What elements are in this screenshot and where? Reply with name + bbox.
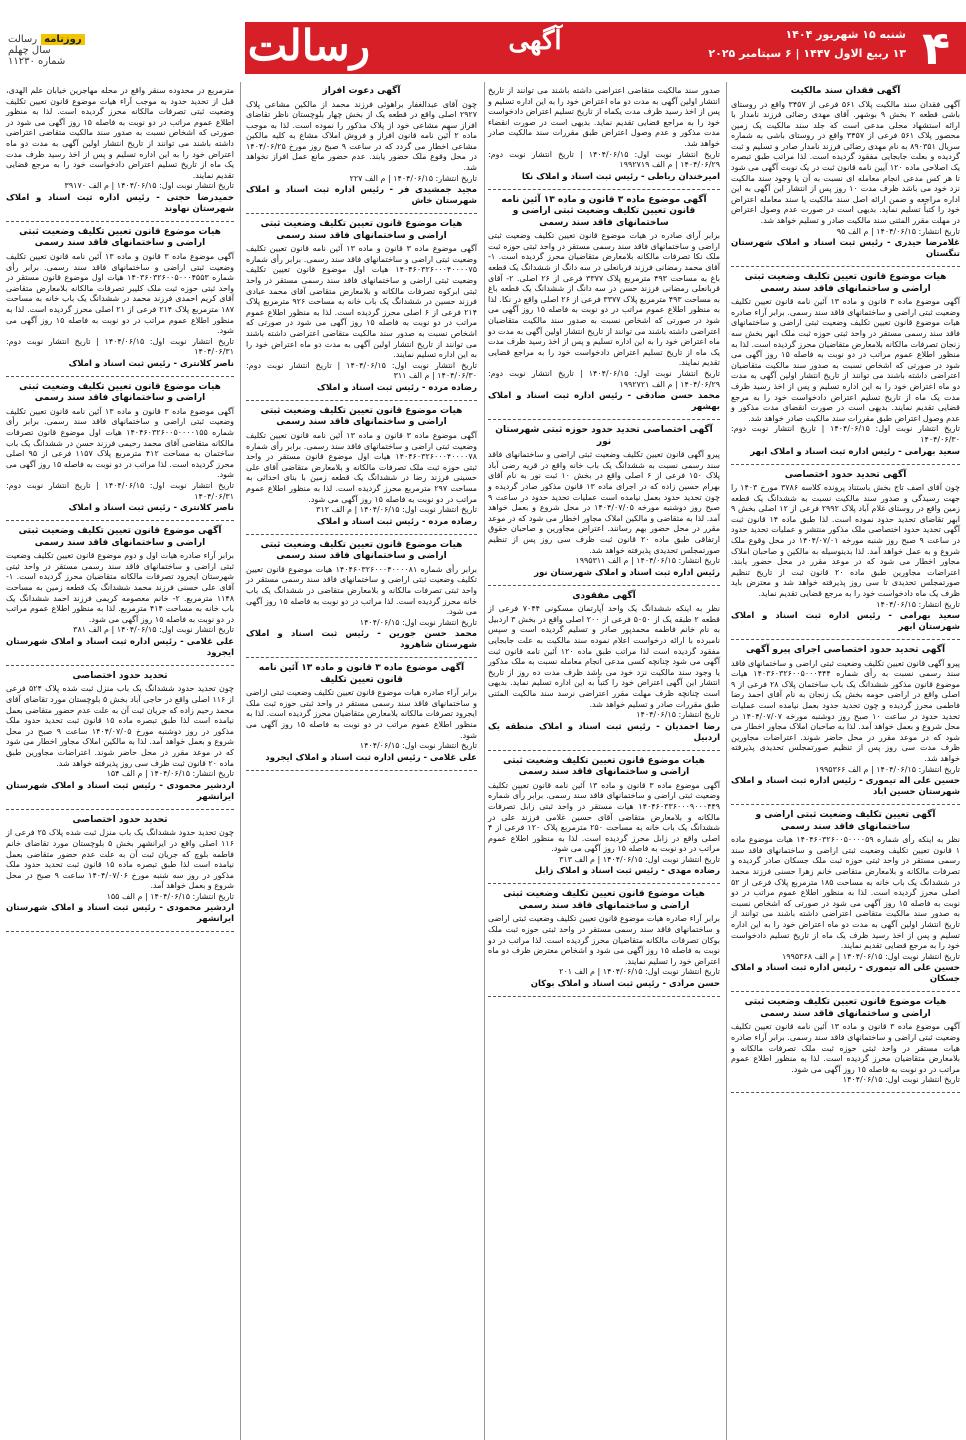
ad-separator [246, 534, 477, 535]
ad-meta: تاریخ انتشار: ۱۴۰۴/۰۶/۱۵ | م الف ۱۹۹۵۳۱۱ [575, 556, 720, 566]
ad-separator [731, 804, 960, 805]
ad-signer: سعید بهرامی - رئیس اداره ثبت اسناد و املاک ابهر [750, 446, 960, 457]
ad-body: برابر آراء صادره هیات موضوع قانون تعیین تکلیف وضعیت ثبتی اراضی و ساختمانهای فاقد سند رسمی مستقر در واحد ثبتی حوزه ثبت ملک بوکان تصرفات مالکانه متقاضیان محرز گردیده است. لذا مراتب در دو نوبت به فاصله ۱۵ روز آگهی می شود و اشخاص معترض ظرف دو ماه اعتراض خود را تسلیم نمایند. [488, 914, 720, 966]
ad-block [731, 470, 960, 634]
ad-meta: تاریخ انتشار نوبت اول: ۱۴۰۴/۰۶/۱۵ | تاریخ انتشار نوبت دوم: ۱۴۰۴/۰۶/۳۱ [6, 481, 234, 501]
date-line-1: شنبه ۱۵ شهریور ۱۴۰۴ [785, 28, 906, 41]
ad-meta: تاریخ انتشار نوبت اول: ۱۴۰۴/۰۶/۱۵ | تاریخ انتشار نوبت دوم: ۱۴۰۴/۰۶/۲۹ | م الف ۱۹۹۲۷۲۱ [488, 368, 720, 389]
ad-title: آگهی موضوع ماده ۳ قانون و ماده ۱۳ آئین نامه قانون تعیین تکلیف [258, 663, 465, 685]
date-line-2: ۱۳ ربیع الاول ۱۴۴۷ | ۶ سپتامبر ۲۰۲۵ [708, 47, 906, 60]
ad-signer: رضاده مهدی - رئیس ثبت اسناد و املاک زابل [534, 866, 720, 877]
brand-label: روزنامه [41, 34, 85, 45]
ad-title: آگهی اختصاصی تحدید حدود حوزه ثبتی شهرستان نور [495, 425, 713, 447]
ad-meta: تاریخ انتشار نوبت اول: ۱۴۰۴/۰۶/۱۵ [359, 617, 477, 627]
ad-title: آگهی مفقودی [572, 590, 636, 601]
column-divider [240, 82, 241, 1440]
ad-separator [6, 221, 234, 222]
ad-block [488, 889, 720, 990]
ad-block [731, 272, 960, 457]
ad-meta: تاریخ انتشار نوبت اول: ۱۴۰۴/۰۶/۱۵ | م الف ۳۹۱۷۰ [64, 181, 234, 191]
ad-signer: رضاده مرده - رئیس ثبت اسناد و املاک [317, 516, 477, 527]
ad-block [6, 526, 234, 659]
ad-title: هیات موضوع قانون تعیین تکلیف وضعیت ثبتی اراضی و ساختمانهای فاقد سند رسمی [19, 381, 221, 404]
ad-signer: سعید بهرامی - رئیس اداره ثبت اسناد و املاک شهرستان ابهر [731, 611, 960, 633]
ad-block [6, 671, 234, 803]
ad-title: آگهی تحدید حدود اختصاصی اجرای پیرو آگهی [745, 645, 946, 656]
ad-signer: اردشیر محمودی - رئیس ثبت اسناد و املاک شهرستان ایرانشهر [6, 780, 234, 802]
ad-body: برابر آراء صادره هیات موضوع قانون تعیین تکلیف وضعیت ثبتی اراضی و ساختمانهای فاقد سند رسمی مستقر در واحد ثبتی حوزه ثبت ملک ایجرود تصرفات مالکانه بلامعارض متقاضیان محرز گردیده است. لذا به منظور اطلاع عموم مراتب در دو نوبت به فاصله ۱۵ روز آگهی می شود. [246, 688, 477, 740]
ad-body: چون تحدید حدود ششدانگ یک باب منزل ثبت شده پلاک ۵۲۴ فرعی از ۱۱۶ اصلی واقع در حاجی آباد بخش ۵ بلوچستان مورد تقاضای آقای محمد رحیم زاده که جریان ثبت آن به علت عدم حضور متقاضی بعمل نیامده است لذا طبق تبصره ماده ۱۵ قانون ثبت تحدید حدود ملک مذکور در روز دوشنبه مورخ ۱۴۰۴/۰۷/۰۵ ساعت ۹ صبح در محل شروع و بعمل خواهد آمد. لذا به مالکین املاک مجاور اخطار می شود که در موعد مقرر در محل حاضر شوند. اعتراضات مجاورین طبق ماده ۲۰ قانون ثبت ظرف سی روز پذیرفته خواهد شد. [6, 684, 235, 768]
ad-block [488, 591, 720, 744]
issue-info [8, 34, 148, 67]
ad-block [731, 645, 960, 798]
ad-body: برابر آراء صادره هیات اول و دوم موضوع قانون تعیین تکلیف وضعیت ثبتی اراضی و ساختمانهای فاقد سند رسمی مستقر در واحد ثبتی شهرستان ایجرود تصرفات مالکانه متقاضیان محرز گردیده است. ۱- آقای علی حسنی فرزند محمد ششدانگ یک قطعه زمین به مساحت ۱۱۴۸ مترمربع. ۲- خانم معصومه کریمی فرزند احمد ششدانگ یک باب خانه به مساحت ۴۱۴ مترمربع. لذا به منظور اطلاع عموم مراتب در دو نوبت به فاصله ۱۵ روز آگهی می شود. [6, 551, 234, 624]
ad-title: آگهی تحدید حدود اختصاصی [784, 469, 907, 480]
ad-meta: تاریخ انتشار نوبت اول: ۱۴۰۴/۰۶/۱۵ | تاریخ انتشار نوبت دوم: ۱۴۰۴/۰۶/۲۹ | م الف ۱۹۹۲۷۱۹ [488, 149, 720, 170]
ad-body: صدور سند مالکیت متقاضی اعتراضی داشته باشند می توانند از تاریخ انتشار اولین آگهی به مدت دو ماه اعتراض خود را به این اداره تسلیم و پس از اخذ رسید ظرف مدت یکماه از تاریخ تسلیم اعتراض دادخواست خود را به مراجع قضایی تقدیم نماید. بدیهی است در صورت انقضاء مدت مذکور و عدم وصول اعتراض طبق مقررات سند مالکیت صادر خواهد شد. [488, 86, 720, 148]
ad-signer: غلامرضا حیدری - رئیس ثبت اسناد و املاک شهرستان تنگستان [731, 238, 960, 260]
ad-meta: تاریخ انتشار: ۱۴۰۴/۰۶/۱۵ [876, 599, 960, 609]
ad-separator [488, 750, 720, 751]
column-3 [244, 82, 479, 1440]
page-number: ۴ [921, 21, 951, 75]
ad-title: هیات موضوع قانون تعیین تکلیف وضعیت ثبتی اراضی و ساختمانهای فاقد سند رسمی [503, 889, 705, 911]
ad-signer: رضاده مرده - رئیس ثبت اسناد و املاک [317, 382, 477, 393]
ad-block [731, 997, 960, 1086]
ad-body: آگهی موضوع ماده ۳ قانون و ماده ۱۳ آئین نامه قانون تعیین تکلیف وضعیت ثبتی اراضی و ساختمانهای فاقد سند رسمی. برابر رأی شماره ۱۴۰۴۶۰۳۲۶۰۰۰۴۰۰۰۰۷۵ هیات اول موضوع قانون تعیین تکلیف وضعیت ثبتی اراضی و ساختمانهای فاقد سند رسمی مستقر در واحد ثبتی ابرکوه تصرفات مالکانه و بلامعارض متقاضی آقای محمد عبادی فرزند حسین در ششدانگ یک باب خانه به مساحت ۹۲۶ مترمربع پلاک ۲۱۴ فرعی از ۶ اصلی محرز گردیده است. لذا به منظور اطلاع عموم مراتب در دو نوبت به فاصله ۱۵ روز آگهی می شود در صورتی که اشخاص نسبت به صدور سند مالکیت متقاضی اعتراضی داشته باشند می توانند از تاریخ انتشار اولین آگهی به مدت دو ماه اعتراض خود را به این اداره تسلیم نمایند. [246, 244, 477, 360]
ad-meta: تاریخ انتشار نوبت اول: ۱۴۰۴/۰۶/۱۵ [359, 741, 477, 751]
issue-label: شماره ۱۱۲۳۰ [8, 56, 66, 67]
section-title: آگهی [508, 26, 562, 56]
ad-separator [6, 376, 234, 377]
ad-title: هیات موضوع قانون تعیین تکلیف وضعیت ثبتی اراضی و ساختمانهای فاقد سند رسمی [260, 405, 463, 428]
column-divider [726, 82, 727, 1440]
ad-body: چون آقای عبدالغفار براهوئی فرزند محمد از مالکین مشاعی پلاک ۲۹۲۷ اصلی واقع در قطعه یک از بخش چهار بلوچستان ناظر تقاضای افراز سهم مشاعی خود از پلاک مذکور را نموده است. لذا به موجب ماده ۲ آئین نامه قانون افراز و فروش املاک مشاع به کلیه مالکین مشاعی اخطار می گردد که در ساعت ۹ صبح روز مورخ ۱۴۰۴/۰۶/۲۵ در محل وقوع ملک حضور یابند. عدم حضور مانع عمل افراز نخواهد شد. [246, 99, 478, 173]
ad-separator [6, 809, 234, 810]
ad-title: آگهی فقدان سند مالکیت [790, 86, 901, 96]
ad-meta: تاریخ انتشار نوبت اول: ۱۴۰۴/۰۶/۱۵ | تاریخ انتشار نوبت دوم: ۱۴۰۴/۰۶/۳۰ [731, 424, 960, 444]
ad-meta: تاریخ انتشار: ۱۴۰۴/۰۶/۱۵ [636, 710, 720, 720]
ad-meta: تاریخ انتشار نوبت اول: ۱۴۰۴/۰۶/۱۵ | م الف ۱۹۹۵۳۶۸ [781, 951, 960, 961]
ad-body: نظر به اینکه رأی شماره ۱۴۰۴۶۰۳۲۶۰۰۵۰۰۰۰۵۹ هیات موضوع ماده ۱ قانون تعیین تکلیف وضعیت ثبتی اراضی و ساختمانهای فاقد سند رسمی مستقر در واحد ثبتی حوزه ثبت ملک جسکان صادر گردیده و تصرفات مالکانه و بلامعارض متقاضی خانم زهرا حسنی فرزند محمد در ششدانگ یک باب خانه به مساحت ۱۸۵ مترمربع پلاک فرعی از ۵۲ اصلی محرز گردیده است. لذا به منظور اطلاع عموم مراتب در دو نوبت به فاصله ۱۵ روز آگهی می شود در صورتی که اشخاص نسبت به صدور سند مالکیت متقاضی اعتراضی داشته باشند می توانند از تاریخ انتشار اولین آگهی به مدت دو ماه اعتراض خود را به این اداره تسلیم و پس از اخذ رسید ظرف یک ماه از تاریخ تسلیم دادخواست خود را به مرجع قضایی تقدیم نمایند. [731, 835, 961, 951]
ad-signer: حسن مرادی - رئیس ثبت اسناد و املاک بوکان [530, 979, 720, 990]
ad-signer: علی غلامی - رئیس اداره ثبت اسناد و املاک شهرستان ایجرود [6, 636, 234, 658]
ad-meta: تاریخ انتشار نوبت اول: ۱۴۰۴/۰۶/۱۵ | م الف ۲۰۱ [559, 967, 720, 977]
ad-meta: تاریخ انتشار: ۱۴۰۴/۰۶/۱۵ | م الف ۲۲۷ [349, 173, 477, 183]
ad-body: چون آقای اصف تاج بخش باستناد پرونده کلاسه ۳۷۸۶ مورخ ۱۴۰۳ را جهت رسیدگی و صدور سند مالکیت نسبت به ششدانگ یک قطعه زمین واقع در روستای غلام آباد پلاک ۲۹۹۲ فرعی از ۱۲ اصلی بخش ۹ ابهر تقاضای تحدید حدود نموده است. لذا طبق ماده ۱۴ قانون ثبت آگهی تحدید حدود اختصاصی ملک مذکور منتشر و عملیات تحدید حدود در ساعت ۹ صبح روز شنبه مورخه ۱۴۰۴/۰۷/۰۱ در محل وقوع ملک شروع و به عمل خواهد آمد. لذا بدینوسیله به مالکین و صاحبان املاک مجاور اخطار می شود که در موعد مقرر در محل حضور یابند. اعتراضات مجاورین طبق ماده ۲۰ قانون ثبت از تاریخ تنظیم صورتمجلس تحدیدی تا سی روز پذیرفته خواهد شد و معترض باید ظرف یک ماه دادخواست خود را به مرجع قضایی تقدیم نماید. [731, 483, 961, 598]
ad-separator [488, 419, 720, 420]
column-2 [486, 82, 722, 1440]
ad-title: هیات موضوع قانون تعیین تکلیف وضعیت ثبتی اراضی و ساختمانهای فاقد سند رسمی [19, 226, 221, 249]
ad-title: هیات موضوع قانون تعیین تکلیف وضعیت ثبتی اراضی و ساختمانهای فاقد سند رسمی [503, 755, 705, 778]
page-header [0, 0, 966, 82]
ad-separator [488, 883, 720, 884]
ad-title: هیات موضوع قانون تعیین تکلیف وضعیت ثبتی اراضی و ساختمانهای فاقد سند رسمی [744, 272, 947, 294]
ad-signer: حسین علی اله تیموری - رئیس اداره ثبت اسناد و املاک جسکان [731, 963, 960, 985]
ad-title: تحدید حدود اختصاصی [72, 814, 168, 825]
ad-title: تحدید حدود اختصاصی [72, 670, 168, 681]
ad-body: آگهی موضوع ماده ۳ قانون و ماده ۱۳ آئین نامه قانون تعیین تکلیف وضعیت ثبتی اراضی و ساختمانهای فاقد سند رسمی. برابر رأی شماره ۱۴۰۴۶۰۳۳۶۰۰۰۹۰۰۰۴۴۹ هیات مستقر در واحد ثبتی زابل تصرفات مالکانه و بلامعارض متقاضی آقای حسین غلامی فرزند علی در ششدانگ یک باب خانه به مساحت ۲۵۰ مترمربع پلاک ۱۲۰ فرعی از ۴ اصلی واقع در زابل محرز گردیده است. لذا به منظور اطلاع عموم مراتب در دو نوبت به فاصله ۱۵ روز آگهی می شود. [488, 780, 721, 854]
ad-title: آگهی تعیین تکلیف وضعیت ثبتی اراضی و ساختمانهای فاقد سند رسمی [755, 810, 936, 832]
ad-separator [6, 931, 234, 932]
ad-signer: حمیدرضا حجتی - رئیس اداره ثبت اسناد و املاک شهرستان نهاوند [6, 192, 234, 214]
ad-body: نظر به اینکه ششدانگ یک واحد آپارتمان مسکونی ۷۰۴۴ فرعی از قطعه ۲ طبقه یک از ۵۰۵۰ فرعی از ۲۰۰ اصلی واقع در بخش ۳ اردبیل به نام خانم فاطمه محمدپور صادر و تسلیم گردیده است و سپس نامبرده با ارائه درخواست اعلام نموده سند مالکیت به علت جابجایی مفقود گردیده است لذا مراتب طبق ماده ۱۲۰ آئین نامه قانون ثبت آگهی می شود چنانچه کسی مدعی انجام معامله نسبت به ملک مذکور یا وجود سند مالکیت نزد خود می باشد ظرف مدت ده روز از تاریخ انتشار این آگهی اعتراض خود را کتباً به این اداره تسلیم نماید. بدیهی است چنانچه ظرف مهلت مقرر اعتراضی نرسد سند مالکیت المثنی طبق مقررات صادر و تسلیم خواهد شد. [488, 604, 721, 709]
ad-signer: اردشیر محمودی - رئیس ثبت اسناد و املاک شهرستان ایرانشهر [6, 903, 234, 925]
ad-block [6, 815, 234, 926]
ad-block [246, 219, 477, 394]
ad-body: پیرو آگهی قانون تعیین تکلیف وضعیت ثبتی اراضی و ساختمانهای فاقد سند رسمی نسبت به ششدانگ یک باب خانه واقع در قریه رضی آباد پلاک ۱۵۰ فرعی از ۶ اصلی واقع در بخش ۱۰ ثبت نور به نام آقای بهرام حسین زاده که در اجرای ماده ۱۳ قانون مذکور صادر گردیده و چون تحدید حدود بعمل نیامده است عملیات تحدید حدود در ساعت ۹ صبح روز دوشنبه مورخه ۱۴۰۴/۰۷/۰۵ در محل شروع و بعمل خواهد آمد. لذا به متقاضی و مالکین املاک مجاور اخطار می شود که در موعد مقرر در محل حضور بهم رسانند. اعتراض مجاورین و صاحبان حقوق ارتفاقی طبق ماده ۲۰ قانون ثبت ظرف سی روز پس از تنظیم صورتمجلس تحدیدی پذیرفته خواهد شد. [488, 450, 721, 555]
ad-meta: تاریخ انتشار نوبت اول: ۱۴۰۴/۰۶/۱۵ | م الف ۳۸۱ [73, 625, 234, 635]
ad-block [246, 663, 477, 764]
ad-separator [731, 991, 960, 992]
ad-separator [246, 657, 477, 658]
ad-meta: تاریخ انتشار: ۱۴۰۴/۰۶/۱۵ | م الف ۹۵ [836, 226, 960, 236]
ad-body: آگهی موضوع ماده ۳ قانون و ماده ۱۳ آئین نامه قانون تعیین تکلیف وضعیت ثبتی اراضی و ساختمانهای فاقد سند رسمی. برابر آراء صادره هیات موضوع قانون تعیین تکلیف وضعیت ثبتی اراضی و ساختمانهای فاقد سند رسمی مستقر در واحد ثبتی حوزه ثبت ملک ابهر بخش سه زنجان تصرفات مالکانه بلامعارض متقاضیان محرز گردیده است. لذا به منظور اطلاع عموم مراتب در دو نوبت به فاصله ۱۵ روز آگهی می شود در صورتی که اشخاص نسبت به صدور سند مالکیت متقاضیان اعتراضی داشته باشند می توانند از تاریخ انتشار اولین آگهی به مدت دو ماه اعتراض خود را به این اداره تسلیم و پس از اخذ رسید ظرف مدت یک ماه از تاریخ تسلیم اعتراض دادخواست خود را به مرجع قضایی تقدیم نمایند. بدیهی است در صورت انقضای مدت مذکور و عدم وصول اعتراض طبق مقررات سند مالکیت صادر خواهد شد. [730, 297, 961, 423]
ad-meta: تاریخ انتشار نوبت اول: ۱۴۰۴/۰۶/۱۵ | تاریخ انتشار نوبت دوم: ۱۴۰۴/۰۶/۳۱ [6, 336, 234, 357]
ad-title: آگهی دعوت افراز [322, 86, 401, 96]
ad-signer: محمد حسن جورین - رئیس ثبت اسناد و املاک شهرستان شاهرود [246, 629, 477, 651]
ad-block [246, 540, 477, 652]
ads-columns [0, 82, 966, 1440]
column-4 [4, 82, 236, 1440]
ad-meta: تاریخ انتشار نوبت اول: ۱۴۰۴/۰۶/۱۵ [842, 1075, 960, 1085]
ad-signer: مجید جمشیدی فر - رئیس اداره ثبت اسناد و املاک شهرستان خاش [246, 185, 477, 207]
ad-block [246, 86, 477, 207]
ad-signer: ناصر کلانتری - رئیس ثبت اسناد و املاک [68, 358, 234, 369]
ad-title: هیات موضوع قانون تعیین تکلیف وضعیت ثبتی اراضی و ساختمانهای فاقد سند رسمی [260, 219, 463, 241]
ad-title: آگهی موضوع قانون تعیین تکلیف وضعیت ثبتی اراضی و ساختمانهای فاقد سند رسمی [18, 526, 222, 548]
ad-body: آگهی موضوع ماده ۳ قانون و ماده ۱۳ آئین نامه قانون تعیین تکلیف وضعیت ثبتی اراضی و ساختمانهای فاقد سند رسمی. برابر رأی شماره ۱۴۰۳۶۰۳۲۶۰۰۵۰۰۰۴۵۵۳ هیات اول موضوع قانون مستقر در واحد ثبتی حوزه ثبت ملک کلیبر تصرفات مالکانه بلامعارض متقاضی آقای کریم احمدی فرزند محمد در ششدانگ یک باب خانه به مساحت ۱۸۷ مترمربع پلاک ۲۱۴ فرعی از ۲۱ اصلی محرز گردیده است. لذا به منظور اطلاع عموم مراتب در دو نوبت به فاصله ۱۵ روز آگهی می شود. [6, 251, 235, 336]
ad-separator [488, 585, 720, 586]
ad-block [6, 382, 234, 514]
ad-block [488, 756, 720, 878]
ad-body: آگهی موضوع ماده ۳ قانون و ماده ۱۳ آئین نامه قانون تعیین تکلیف وضعیت ثبتی اراضی و ساختمانهای فاقد سند رسمی. برابر رأی شماره ۱۴۰۴۶۰۳۲۶۰۰۰۴۰۰۰۰۷۸ هیات اول موضوع قانون مستقر در واحد ثبتی حوزه ثبت ملک تصرفات مالکانه و بلامعارض متقاضی آقای علی حسینی فرزند رضا در ششدانگ یک قطعه زمین با بنای احداثی به مساحت ۲۹۷ مترمربع محرز گردیده است. لذا به منظور اطلاع عموم مراتب در دو نوبت به فاصله ۱۵ روز آگهی می شود. [246, 430, 478, 504]
ad-body: آگهی موضوع ماده ۳ قانون و ماده ۱۳ آئین نامه قانون تعیین تکلیف وضعیت ثبتی اراضی و ساختمانهای فاقد سند رسمی. برابر آراء صادره هیات مستقر در واحد ثبتی حوزه ثبت ملک تصرفات مالکانه و بلامعارض متقاضیان محرز گردیده است. لذا به منظور اطلاع عموم مراتب در دو نوبت به فاصله ۱۵ روز آگهی می شود. [731, 1022, 961, 1074]
ad-meta: تاریخ انتشار نوبت اول: ۱۴۰۴/۰۶/۱۵ | م الف ۳۱۲ [316, 505, 477, 515]
column-1 [729, 82, 962, 1440]
ad-separator [731, 639, 960, 640]
ad-signer: حسین علی اله تیموری - رئیس اداره ثبت اسناد و املاک شهرستان حسین اباد [731, 776, 960, 798]
ad-title: هیات موضوع قانون تعیین تکلیف وضعیت ثبتی اراضی و ساختمانهای فاقد سند رسمی [260, 539, 463, 562]
ad-meta: تاریخ انتشار نوبت اول: ۱۴۰۴/۰۶/۱۵ | م الف ۳۱۳ [559, 854, 720, 864]
ad-separator [731, 1092, 960, 1093]
ad-block [6, 86, 234, 215]
ad-title: هیات موضوع قانون تعیین تکلیف وضعیت ثبتی اراضی و ساختمانهای فاقد سند رسمی [744, 997, 947, 1019]
ad-signer: ناصر کلانتری - رئیس ثبت اسناد و املاک [68, 503, 234, 514]
ad-body: آگهی فقدان سند مالکیت پلاک ۵۶۱ فرعی از ۳۴۵۷ واقع در روستای باشی قطعه ۲ بخش ۹ بوشهر. آقای مهدی رضائی فرزند نامدار با ارائه استشهاد محلی مدعی است که جلد سند مالکیت یک زمین محصور پلاک ۵۶۱ فرعی از ۳۴۵۷ واقع در روستای باشی به شماره سریال ۸۹۰۳۵۱ به نام مهدی رضائی فرزند نامدار صادر و تسلیم و ثبت گردیده و بعلت جابجایی مفقود گردیده است. لذا مراتب طبق تبصره یک اصلاحی ماده ۱۲۰ آیین نامه قانون ثبت در یک نوبت آگهی می شود تا هر کس مدعی انجام معامله ای نسبت به آن یا وجود سند مالکیت نزد خود می باشد ظرف مدت ۱۰ روز پس از انتشار این آگهی به این اداره مراجعه و ضمن ارائه اصل سند مالکیت یا سند معامله اعتراض خود را کتباً تسلیم نماید. بدیهی است در صورت عدم وصول اعتراض در مهلت مقرر المثنی سند مالکیت صادر و تسلیم خواهد شد. [731, 99, 961, 226]
ad-block [731, 810, 960, 985]
ad-block [488, 195, 720, 413]
ad-block [6, 227, 234, 370]
ad-signer: محمد حسن صادقی - رئیس اداره ثبت اسناد و املاک بهشهر [488, 391, 720, 413]
ad-signer: رضا احمدیان - رئیس ثبت اسناد و املاک منطقه یک اردبیل [488, 721, 720, 743]
ad-separator [6, 665, 234, 666]
ad-separator [488, 189, 720, 190]
ad-body: مترمربع در محدوده سنقر واقع در محله مهاجرین خیابان علم الهدی، قبل از تحدید حدود به موجب آراء هیات موضوع قانون تعیین تکلیف وضعیت ثبتی تصرفات مالکانه محرز گردیده است. لذا به منظور اطلاع عموم مراتب در دو نوبت به فاصله ۱۵ روز آگهی می شود در صورتی که اشخاص نسبت به صدور سند مالکیت متقاضی اعتراضی داشته باشند می توانند از تاریخ انتشار اولین آگهی به مدت دو ماه اعتراض خود را به این اداره تسلیم و پس از اخذ رسید ظرف مدت یک ماه از تاریخ تسلیم اعتراض دادخواست خود را به مرجع قضایی تقدیم نمایند. [6, 86, 234, 180]
ad-separator [246, 213, 477, 214]
ad-signer: امیرخندان رباطی - رئیس ثبت اسناد و املاک نکا [521, 171, 720, 182]
ad-body: آگهی موضوع ماده ۳ قانون و ماده ۱۳ آئین نامه قانون تعیین تکلیف وضعیت ثبتی اراضی و ساختمانهای فاقد سند رسمی. برابر رأی شماره ۱۴۰۴۶۰۳۲۶۰۰۵۰۰۰۰۱۵۵ هیات اول موضوع قانون تصرفات مالکانه متقاضی آقای محمد رحیمی فرزند حسن در ششدانگ یک باب ساختمان به مساحت ۴۱۲ مترمربع پلاک ۱۱۵۷ فرعی از ۹۵ اصلی محرز گردیده است. لذا مراتب در دو نوبت به فاصله ۱۵ روز آگهی می شود. [6, 406, 235, 480]
ad-signer: رئیس اداره ثبت اسناد و املاک شهرستان نور [534, 567, 720, 578]
ad-title: آگهی موضوع ماده ۳ قانون و ماده ۱۳ آئین نامه قانون تعیین تکلیف وضعیت ثبتی اراضی و ساختمانهای فاقد سند رسمی [501, 194, 707, 228]
ad-block [488, 425, 720, 579]
ad-meta: تاریخ انتشار: ۱۴۰۴/۰۶/۱۵ | م الف ۱۵۴ [106, 769, 234, 779]
ad-signer: علی غلامی - رئیس اداره ثبت اسناد و املاک ایجرود [265, 752, 477, 763]
ad-block [488, 86, 720, 183]
ad-separator [731, 266, 960, 267]
ad-separator [246, 770, 477, 771]
ad-body: چون تحدید حدود ششدانگ یک باب منزل ثبت شده پلاک ۲۵ فرعی از ۱۱۶ اصلی واقع در ایرانشهر بخش ۵ بلوچستان مورد تقاضای خانم فاطمه بلوچ که جریان ثبت آن به علت عدم حضور متقاضی بعمل نیامده است لذا طبق تبصره ماده ۱۵ قانون ثبت تحدید حدود ملک مذکور در روز سه شنبه مورخ ۱۴۰۴/۰۷/۰۶ ساعت ۹ صبح در محل شروع و بعمل خواهد آمد. [6, 828, 235, 891]
ad-meta: تاریخ انتشار: ۱۴۰۴/۰۶/۱۵ | م الف ۱۹۹۵۳۶۶ [815, 764, 960, 774]
ad-block [246, 406, 477, 528]
ad-block [731, 86, 960, 260]
ad-body: پیرو آگهی قانون تعیین تکلیف وضعیت ثبتی اراضی و ساختمانهای فاقد سند رسمی نسبت به رأی شماره ۱۴۰۳۶۰۳۲۶۰۰۵۰۰۰۴۴۴ هیات موضوع قانون مذکور ششدانگ یک باب ساختمان پلاک ۲۸ فرعی از ۹ اصلی واقع در اراضی حومه بخش یک زنجان به نام آقای احمد رضا فاطمی محرز گردیده و چون تحدید حدود بعمل نیامده است عملیات تحدید حدود در ساعت ۱۰ صبح روز دوشنبه مورخه ۱۴۰۴/۰۷/۰۷ در محل شروع و بعمل خواهد آمد. لذا به صاحبان املاک مجاور اخطار می شود که در موعد مقرر در محل حاضر شوند. اعتراضات مجاورین ظرف مدت سی روز پس از تنظیم صورتمجلس تحدیدی پذیرفته خواهد شد. [731, 658, 961, 763]
newspaper-logo: رسالت [247, 21, 370, 70]
column-divider [484, 82, 485, 1440]
ad-body: برابر رأی شماره ۱۴۰۴۶۰۳۲۶۰۰۰۴۰۰۰۰۸۱ هیات موضوع قانون تعیین تکلیف وضعیت ثبتی اراضی و ساختمانهای فاقد سند رسمی مستقر در واحد ثبتی تصرفات مالکانه و بلامعارض متقاضی در ششدانگ یک باب خانه محرز گردیده است. لذا مراتب در دو نوبت به فاصله ۱۵ روز آگهی می شود. [246, 564, 477, 617]
ad-separator [731, 464, 960, 465]
brand-name: رسالت [8, 34, 38, 45]
ad-separator [6, 520, 234, 521]
ad-separator [246, 400, 477, 401]
ad-separator [488, 996, 720, 997]
ad-body: برابر آرای صادره در هیات موضوع قانون تعیین تکلیف وضعیت ثبتی اراضی و ساختمانهای فاقد سند رسمی مستقر در واحد ثبتی حوزه ثبت ملک نکا تصرفات مالکانه بلامعارض متقاضیان محرز گردیده است. ۱- آقای محمد رمضانی فرزند قربانعلی در سه دانگ از ششدانگ یک قطعه باغ به مساحت ۴۹۳ مترمربع پلاک ۳۳۷۷ فرعی از ۲۶ اصلی. ۲- آقای قربانعلی رمضانی فرزند حسن در سه دانگ از ششدانگ یک قطعه باغ به مساحت ۴۹۳ مترمربع پلاک ۳۳۷۷ فرعی از ۲۶ اصلی واقع در نکا. لذا به منظور اطلاع عموم مراتب در دو نوبت به فاصله ۱۵ روز آگهی می شود در صورتی که اشخاص نسبت به صدور سند مالکیت متقاضیان اعتراضی داشته باشند می توانند از تاریخ انتشار اولین آگهی به مدت دو ماه اعتراض خود را به این اداره تسلیم و پس از اخذ رسید ظرف مدت یک ماه از تاریخ تسلیم اعتراض دادخواست خود را به مراجع قضایی تقدیم نمایند. [488, 231, 720, 368]
ad-meta: تاریخ انتشار: ۱۴۰۴/۰۶/۱۵ | م الف ۱۵۵ [106, 891, 234, 901]
ad-meta: تاریخ انتشار نوبت اول: ۱۴۰۴/۰۶/۱۵ | تاریخ انتشار نوبت دوم: ۱۴۰۴/۰۶/۳۰ | م الف ۳۱۱ [246, 360, 477, 381]
year-label: سال چهلم [8, 45, 51, 56]
